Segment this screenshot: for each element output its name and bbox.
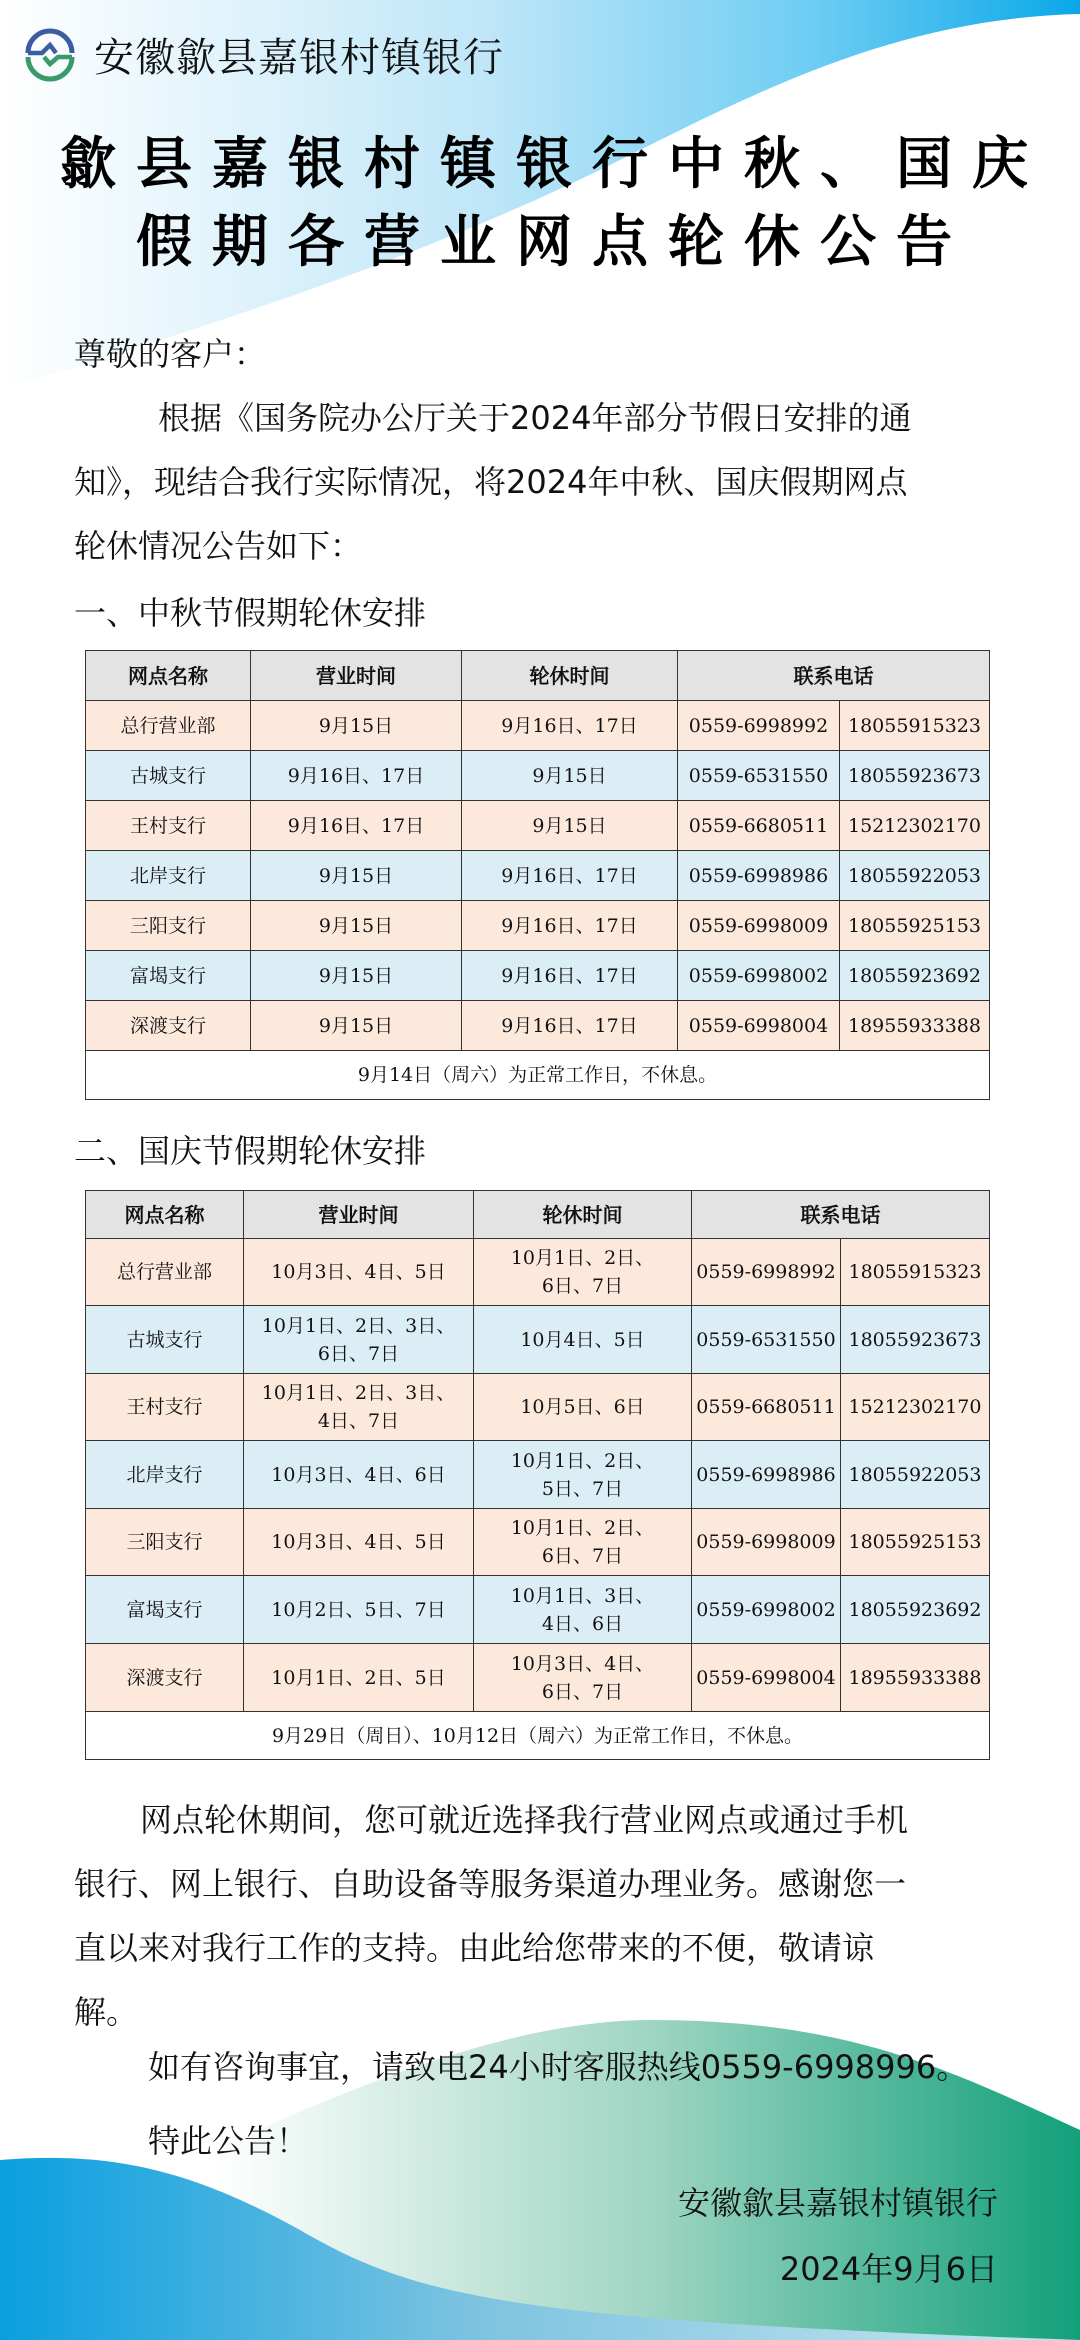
mobile-phone: 18055915323 [840, 701, 990, 751]
branch-name: 总行营业部 [86, 701, 251, 751]
mobile-phone: 18055922053 [840, 851, 990, 901]
open-dates: 9月15日 [251, 901, 462, 951]
hotline-text: 如有咨询事宜，请致电24小时客服热线0559-6998996。 [148, 2048, 969, 2086]
open-dates: 10月3日、4日、5日 [244, 1239, 474, 1306]
landline-phone: 0559-6998992 [692, 1239, 841, 1306]
open-dates: 10月1日、2日、3日、 6日、7日 [244, 1306, 474, 1374]
closed-dates: 10月1日、3日、 4日、6日 [474, 1576, 692, 1644]
closing-line: 网点轮休期间，您可就近选择我行营业网点或通过手机 [140, 1801, 909, 1839]
bank-logo-icon [22, 27, 78, 83]
mobile-phone: 18055925153 [840, 901, 990, 951]
table-row [86, 1644, 990, 1712]
closed-dates: 9月16日、17日 [462, 901, 678, 951]
table-row [86, 1576, 990, 1644]
open-dates: 9月16日、17日 [251, 801, 462, 851]
landline-phone: 0559-6998992 [678, 701, 840, 751]
table-row [86, 901, 990, 951]
table-note: 9月14日（周六）为正常工作日，不休息。 [86, 1051, 990, 1100]
closed-dates: 9月16日、17日 [462, 851, 678, 901]
column-header: 联系电话 [692, 1191, 990, 1239]
open-dates: 10月3日、4日、6日 [244, 1441, 474, 1509]
closed-dates: 10月5日、6日 [474, 1374, 692, 1441]
branch-name: 三阳支行 [86, 1509, 244, 1576]
table-note: 9月29日（周日）、10月12日（周六）为正常工作日，不休息。 [86, 1712, 990, 1760]
open-dates: 9月16日、17日 [251, 751, 462, 801]
closing-line: 解。 [74, 1993, 139, 2031]
mobile-phone: 18055922053 [841, 1441, 990, 1509]
page-title-line1: 歙县嘉银村镇银行中秋、国庆 [60, 132, 1048, 197]
signature-bank-name: 安徽歙县嘉银村镇银行 [677, 2184, 998, 2222]
branch-name: 王村支行 [86, 801, 251, 851]
branch-name: 富堨支行 [86, 1576, 244, 1644]
mobile-phone: 18055923673 [841, 1306, 990, 1374]
bank-name: 安徽歙县嘉银村镇银行 [94, 35, 504, 81]
open-dates: 10月2日、5日、7日 [244, 1576, 474, 1644]
intro-line: 知》，现结合我行实际情况，将2024年中秋、国庆假期网点 [74, 463, 908, 501]
branch-name: 富堨支行 [86, 951, 251, 1001]
open-dates: 9月15日 [251, 701, 462, 751]
mobile-phone: 15212302170 [841, 1374, 990, 1441]
branch-name: 北岸支行 [86, 1441, 244, 1509]
closed-dates: 10月4日、5日 [474, 1306, 692, 1374]
closed-dates: 10月1日、2日、 5日、7日 [474, 1441, 692, 1509]
closed-dates: 9月15日 [462, 751, 678, 801]
branch-name: 北岸支行 [86, 851, 251, 901]
table-row [86, 851, 990, 901]
open-dates: 10月3日、4日、5日 [244, 1509, 474, 1576]
intro-paragraph [74, 386, 1004, 578]
landline-phone: 0559-6998986 [692, 1441, 841, 1509]
landline-phone: 0559-6998986 [678, 851, 840, 901]
closing-line: 银行、网上银行、自助设备等服务渠道办理业务。感谢您一 [74, 1865, 907, 1903]
branch-name: 总行营业部 [86, 1239, 244, 1306]
column-header: 网点名称 [86, 1191, 244, 1239]
midautumn-schedule-table [85, 650, 990, 1100]
branch-name: 深渡支行 [86, 1644, 244, 1712]
column-header: 网点名称 [86, 651, 251, 701]
open-dates: 10月1日、2日、5日 [244, 1644, 474, 1712]
closed-dates: 9月16日、17日 [462, 1001, 678, 1051]
column-header: 轮休时间 [462, 651, 678, 701]
closed-dates: 10月3日、4日、 6日、7日 [474, 1644, 692, 1712]
section-heading-midautumn: 一、中秋节假期轮休安排 [74, 594, 427, 632]
announcement-date: 2024年9月6日 [779, 2250, 998, 2288]
mobile-phone: 18955933388 [840, 1001, 990, 1051]
closing-paragraph [74, 1788, 1004, 2044]
greeting: 尊敬的客户： [74, 335, 267, 373]
mobile-phone: 18055923692 [841, 1576, 990, 1644]
landline-phone: 0559-6680511 [692, 1374, 841, 1441]
mobile-phone: 18055915323 [841, 1239, 990, 1306]
column-header: 联系电话 [678, 651, 990, 701]
national-day-schedule-table [85, 1190, 990, 1760]
branch-name: 古城支行 [86, 1306, 244, 1374]
table-row [86, 1001, 990, 1051]
intro-line: 轮休情况公告如下： [74, 527, 363, 565]
closed-dates: 9月16日、17日 [462, 951, 678, 1001]
mobile-phone: 18955933388 [841, 1644, 990, 1712]
landline-phone: 0559-6531550 [678, 751, 840, 801]
landline-phone: 0559-6531550 [692, 1306, 841, 1374]
page-title-line2: 假期各营业网点轮休公告 [136, 210, 972, 275]
mobile-phone: 18055923673 [840, 751, 990, 801]
section-heading-national: 二、国庆节假期轮休安排 [74, 1132, 427, 1170]
mobile-phone: 18055923692 [840, 951, 990, 1001]
landline-phone: 0559-6680511 [678, 801, 840, 851]
landline-phone: 0559-6998009 [678, 901, 840, 951]
closed-dates: 9月16日、17日 [462, 701, 678, 751]
table-row [86, 801, 990, 851]
table-row [86, 701, 990, 751]
column-header: 轮休时间 [474, 1191, 692, 1239]
table-row [86, 1306, 990, 1374]
branch-name: 三阳支行 [86, 901, 251, 951]
branch-name: 王村支行 [86, 1374, 244, 1441]
open-dates: 9月15日 [251, 951, 462, 1001]
sign-off-text: 特此公告！ [148, 2122, 309, 2160]
landline-phone: 0559-6998004 [678, 1001, 840, 1051]
mobile-phone: 15212302170 [840, 801, 990, 851]
branch-name: 深渡支行 [86, 1001, 251, 1051]
column-header: 营业时间 [251, 651, 462, 701]
bank-logo [22, 26, 504, 83]
table-row [86, 951, 990, 1001]
closed-dates: 10月1日、2日、 6日、7日 [474, 1239, 692, 1306]
table-row [86, 1239, 990, 1306]
mobile-phone: 18055925153 [841, 1509, 990, 1576]
table-row [86, 1509, 990, 1576]
landline-phone: 0559-6998002 [692, 1576, 841, 1644]
landline-phone: 0559-6998004 [692, 1644, 841, 1712]
landline-phone: 0559-6998002 [678, 951, 840, 1001]
landline-phone: 0559-6998009 [692, 1509, 841, 1576]
intro-line: 根据《国务院办公厅关于2024年部分节假日安排的通 [158, 399, 912, 437]
branch-name: 古城支行 [86, 751, 251, 801]
closed-dates: 9月15日 [462, 801, 678, 851]
open-dates: 9月15日 [251, 1001, 462, 1051]
table-row [86, 1374, 990, 1441]
closed-dates: 10月1日、2日、 6日、7日 [474, 1509, 692, 1576]
closing-line: 直以来对我行工作的支持。由此给您带来的不便，敬请谅 [74, 1929, 875, 1967]
column-header: 营业时间 [244, 1191, 474, 1239]
table-row [86, 751, 990, 801]
open-dates: 9月15日 [251, 851, 462, 901]
open-dates: 10月1日、2日、3日、 4日、7日 [244, 1374, 474, 1441]
table-row [86, 1441, 990, 1509]
